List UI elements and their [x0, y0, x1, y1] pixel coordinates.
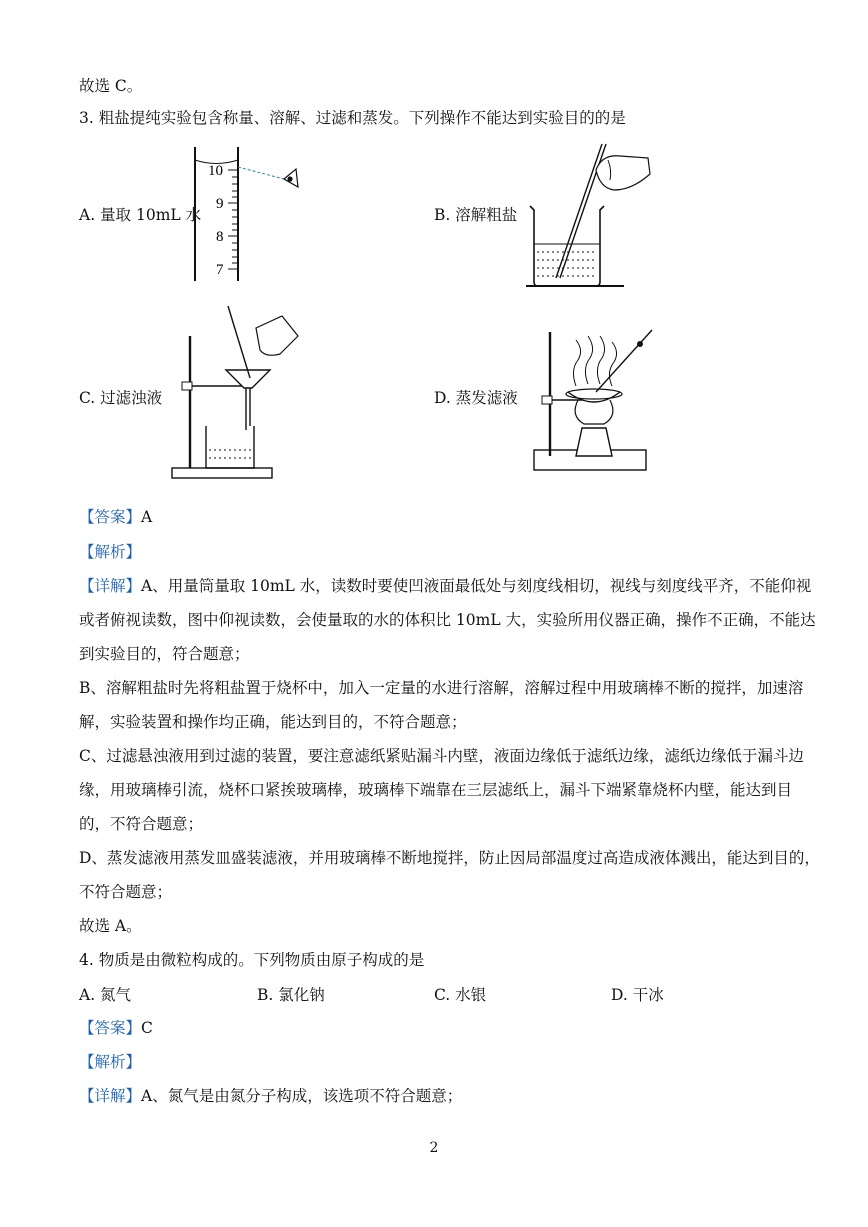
page-number: 2 — [429, 1140, 439, 1156]
analysis-tag: 【解析】 — [79, 543, 142, 561]
question-3: 3. 粗盐提纯实验包含称量、溶解、过滤和蒸发。下列操作不能达到实验目的的是 — [79, 109, 626, 127]
tick-7: 7 — [216, 262, 224, 278]
q4-option-c: C. 水银 — [434, 986, 487, 1004]
detail-line-5: 解，实验装置和操作均正确，能达到目的，不符合题意； — [79, 713, 467, 731]
clamp — [182, 382, 192, 390]
glass-rod — [228, 306, 250, 378]
flame — [575, 400, 613, 424]
detail-line-1: 【详解】A、用量筒量取 10mL 水，读数时要使凹液面最低处与刻度线相切，视线与刻度线平齐，不能仰视 — [79, 577, 812, 595]
q4-option-d: D. 干冰 — [611, 986, 664, 1004]
filtrate — [209, 450, 251, 458]
q4-option-a: A. 氮气 — [79, 986, 132, 1004]
question-4: 4. 物质是由微粒构成的。下列物质由原子构成的是 — [79, 951, 425, 969]
detail-line-6: C、过滤悬浊液用到过滤的装置，要注意滤纸紧贴漏斗内壁，液面边缘低于滤纸边缘，滤纸边缘低于漏斗边 — [79, 747, 804, 765]
q4-option-b: B. 氯化钠 — [257, 986, 325, 1004]
q3-option-b: B. 溶解粗盐 — [434, 206, 518, 224]
detail-line-10: 不符合题意； — [79, 883, 173, 901]
detail-line-9: D、蒸发滤液用蒸发皿盛装滤液，并用玻璃棒不断地搅拌，防止因局部温度过高造成液体溅出，能达到目的， — [79, 849, 820, 867]
glass-rod — [596, 330, 652, 392]
tick-8: 8 — [216, 229, 224, 245]
answer2-line: 【答案】C — [79, 1019, 153, 1037]
receiving-beaker — [206, 426, 254, 468]
choose-c-line: 故选 C。 — [79, 77, 143, 95]
stand-base — [172, 468, 272, 478]
detail-line-4: B、溶解粗盐时先将粗盐置于烧杯中，加入一定量的水进行溶解，溶解过程中用玻璃棒不断的搅拌，加速溶 — [79, 679, 804, 697]
dissolving-beaker-figure — [524, 140, 654, 290]
q3-option-d: D. 蒸发滤液 — [434, 389, 518, 407]
analysis2-tag: 【解析】 — [79, 1053, 142, 1071]
eye-icon — [284, 169, 298, 187]
pouring-beaker — [256, 316, 298, 355]
q3-option-c: C. 过滤浊液 — [79, 389, 163, 407]
alcohol-lamp — [576, 428, 612, 456]
detail2-line-1: 【详解】A、氮气是由氮分子构成，该选项不符合题意； — [79, 1087, 463, 1105]
tick-9: 9 — [216, 196, 224, 212]
evaporation-figure — [528, 320, 653, 480]
rod-grip — [637, 341, 643, 347]
glass-rod-left — [556, 144, 602, 278]
detail-line-3: 到实验目的，符合题意； — [79, 645, 250, 663]
cylinder-scale — [228, 170, 238, 269]
answer-line: 【答案】A — [79, 508, 153, 526]
q3-option-a: A. 量取 10mL 水 — [79, 206, 202, 224]
detail-line-7: 缘，用玻璃棒引流，烧杯口紧挨玻璃棒，玻璃棒下端靠在三层滤纸上，漏斗下端紧靠烧杯内壁，能达到目 — [79, 781, 793, 799]
tick-10: 10 — [208, 163, 223, 179]
filtration-figure — [170, 302, 305, 482]
choose-a-line: 故选 A。 — [79, 917, 142, 935]
detail-line-8: 的，不符合题意； — [79, 815, 204, 833]
hand-icon — [596, 156, 650, 190]
detail-line-2: 或者俯视读数，图中仰视读数，会使量取的水的体积比 10mL 大，实验所用仪器正确，操作不正确，不能达 — [79, 611, 816, 629]
clamp — [542, 396, 552, 404]
graduated-cylinder-figure — [180, 143, 310, 285]
sightline — [238, 167, 284, 179]
vapor — [573, 336, 616, 386]
